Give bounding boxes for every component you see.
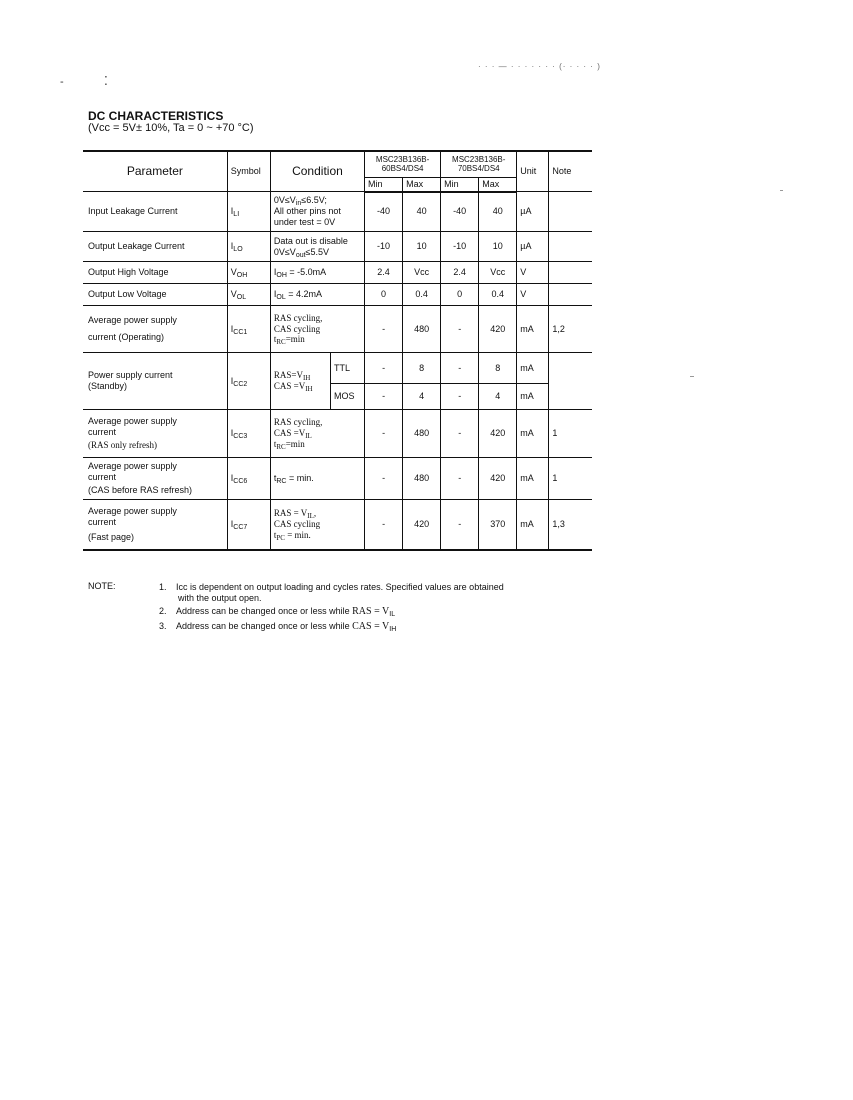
note-3 bbox=[159, 621, 579, 633]
condition-cell: RAS cycling, CAS $=V_{IL}$ $t_{RC}=\min$ bbox=[270, 410, 364, 458]
param-cell: Input Leakage Current bbox=[83, 192, 227, 232]
group-60-line2: 60BS4/DS4 bbox=[381, 164, 424, 174]
group-60-line1: MSC23B136B- bbox=[375, 155, 430, 165]
symbol-cell: $I_{CC1}$ bbox=[227, 306, 270, 353]
unit-cell: µA bbox=[517, 192, 549, 232]
min-cell: 2.4 bbox=[365, 262, 403, 284]
header-min: Min bbox=[365, 177, 403, 192]
group-70-line1: MSC23B136B- bbox=[452, 155, 506, 165]
unit-cell: V bbox=[517, 262, 549, 284]
condition-cell: $RAS=V_{IH}$ CAS $=V_{IH}$ bbox=[270, 353, 330, 410]
max-cell: 0.4 bbox=[479, 284, 517, 306]
note-1-line2: with the output open. bbox=[178, 593, 262, 603]
min-cell: - bbox=[365, 410, 403, 458]
max-cell: 4 bbox=[403, 384, 441, 410]
condition-cell: RAS = $V_{IL}$, CAS cycling $t_{PC} = \min$. bbox=[270, 500, 364, 550]
condition-cell: RAS cycling, CAS cycling $t_{RC}=\min$ bbox=[270, 306, 364, 353]
max-cell: 10 bbox=[403, 232, 441, 262]
condition-cell: $t_{RC} = \min$. bbox=[270, 458, 364, 500]
unit-cell: mA bbox=[517, 500, 549, 550]
min-cell: 0 bbox=[365, 284, 403, 306]
min-cell: -40 bbox=[441, 192, 479, 232]
note-cell bbox=[549, 353, 592, 410]
min-cell: -10 bbox=[441, 232, 479, 262]
max-cell: Vcc bbox=[479, 262, 517, 284]
note-cell bbox=[549, 192, 592, 232]
param-cell: Output Low Voltage bbox=[83, 284, 227, 306]
min-cell: -40 bbox=[365, 192, 403, 232]
header-symbol: Symbol bbox=[227, 151, 270, 192]
min-cell: - bbox=[365, 353, 403, 384]
min-cell: - bbox=[441, 353, 479, 384]
max-cell: 40 bbox=[403, 192, 441, 232]
table-row bbox=[83, 458, 592, 500]
scan-speck bbox=[690, 376, 694, 377]
scan-speck bbox=[780, 190, 783, 191]
min-cell: - bbox=[441, 306, 479, 353]
section-subtitle: (Vcc = 5V± 10%, Ta = 0 ~ +70 °C) bbox=[88, 122, 254, 134]
header-min: Min bbox=[441, 177, 479, 192]
note-cell: 1,2 bbox=[549, 306, 592, 353]
param-cell: Output High Voltage bbox=[83, 262, 227, 284]
mode-mos-cell: MOS bbox=[330, 384, 364, 410]
table-row bbox=[83, 284, 592, 306]
note-2 bbox=[159, 606, 579, 618]
symbol-cell: $V_{OH}$ bbox=[227, 262, 270, 284]
table-row bbox=[83, 500, 592, 550]
mode-ttl-cell: TTL bbox=[330, 353, 364, 384]
symbol-cell: $I_{CC7}$ bbox=[227, 500, 270, 550]
condition-cell: $0V\le V_{in}\le 6.5V$; All other pins not under test = 0V bbox=[270, 192, 364, 232]
param-cell: Power supply current (Standby) bbox=[83, 353, 227, 410]
note-1-number: 1. bbox=[159, 582, 167, 592]
max-cell: 8 bbox=[403, 353, 441, 384]
symbol-cell: $I_{CC6}$ bbox=[227, 458, 270, 500]
unit-cell: µA bbox=[517, 232, 549, 262]
param-cell: Output Leakage Current bbox=[83, 232, 227, 262]
table-row bbox=[83, 262, 592, 284]
max-cell: 480 bbox=[403, 458, 441, 500]
max-cell: 420 bbox=[479, 410, 517, 458]
max-cell: 40 bbox=[479, 192, 517, 232]
header-unit: Unit bbox=[517, 151, 549, 192]
unit-cell: mA bbox=[517, 384, 549, 410]
note-3-text: Address can be changed once or less while CAS = $V_{IH}$ bbox=[176, 621, 397, 633]
min-cell: 0 bbox=[441, 284, 479, 306]
table-row bbox=[83, 353, 592, 384]
unit-cell: V bbox=[517, 284, 549, 306]
min-cell: - bbox=[365, 384, 403, 410]
max-cell: 420 bbox=[479, 458, 517, 500]
max-cell: 8 bbox=[479, 353, 517, 384]
running-header: · · · — · · · · · · · (· · · · · ) bbox=[478, 62, 601, 71]
note-2-number: 2. bbox=[159, 606, 167, 616]
min-cell: - bbox=[441, 410, 479, 458]
max-cell: 0.4 bbox=[403, 284, 441, 306]
header-max: Max bbox=[403, 177, 441, 192]
section-title: DC CHARACTERISTICS bbox=[88, 109, 224, 123]
min-cell: -10 bbox=[365, 232, 403, 262]
header-group-70 bbox=[441, 151, 517, 177]
symbol-cell: $I_{CC3}$ bbox=[227, 410, 270, 458]
condition-cell: Data out is disable $0V\le V_{out}\le 5.5V$ bbox=[270, 232, 364, 262]
unit-cell: mA bbox=[517, 306, 549, 353]
min-cell: - bbox=[365, 458, 403, 500]
min-cell: - bbox=[365, 500, 403, 550]
param-cell: Average power supply current (RAS only refresh) bbox=[83, 410, 227, 458]
margin-dash: - bbox=[60, 76, 64, 88]
max-cell: Vcc bbox=[403, 262, 441, 284]
margin-mark: ⁚ bbox=[104, 74, 108, 88]
header-max: Max bbox=[479, 177, 517, 192]
max-cell: 480 bbox=[403, 410, 441, 458]
condition-cell: $I_{OL} = 4.2mA$ bbox=[270, 284, 364, 306]
min-cell: - bbox=[441, 500, 479, 550]
max-cell: 10 bbox=[479, 232, 517, 262]
param-cell: Average power supply current (Operating) bbox=[83, 306, 227, 353]
min-cell: 2.4 bbox=[441, 262, 479, 284]
note-cell bbox=[549, 262, 592, 284]
dc-characteristics-table bbox=[83, 150, 592, 551]
param-cell: Average power supply current (CAS before RAS refresh) bbox=[83, 458, 227, 500]
unit-cell: mA bbox=[517, 410, 549, 458]
symbol-cell: $V_{OL}$ bbox=[227, 284, 270, 306]
note-cell bbox=[549, 232, 592, 262]
symbol-cell: $I_{LI}$ bbox=[227, 192, 270, 232]
table-row bbox=[83, 306, 592, 353]
max-cell: 4 bbox=[479, 384, 517, 410]
header-note: Note bbox=[549, 151, 592, 192]
note-cell: 1,3 bbox=[549, 500, 592, 550]
unit-cell: mA bbox=[517, 458, 549, 500]
note-1-line1: Icc is dependent on output loading and cycles rates. Specified values are obtained bbox=[176, 582, 504, 592]
table-row bbox=[83, 232, 592, 262]
group-70-line2: 70BS4/DS4 bbox=[457, 164, 500, 174]
note-cell: 1 bbox=[549, 458, 592, 500]
note-cell: 1 bbox=[549, 410, 592, 458]
note-3-number: 3. bbox=[159, 621, 167, 631]
param-cell: Average power supply current (Fast page) bbox=[83, 500, 227, 550]
header-parameter: Parameter bbox=[83, 151, 227, 192]
header-condition: Condition bbox=[270, 151, 364, 192]
table-row bbox=[83, 410, 592, 458]
table-row bbox=[83, 192, 592, 232]
min-cell: - bbox=[365, 306, 403, 353]
note-cell bbox=[549, 284, 592, 306]
min-cell: - bbox=[441, 384, 479, 410]
header-group-60 bbox=[365, 151, 441, 177]
condition-cell: $I_{OH} = -5.0mA$ bbox=[270, 262, 364, 284]
notes-label: NOTE: bbox=[88, 581, 116, 591]
note-1 bbox=[159, 582, 579, 606]
note-2-text: Address can be changed once or less while RAS = $V_{IL}$ bbox=[176, 606, 396, 618]
unit-cell: mA bbox=[517, 353, 549, 384]
symbol-cell: $I_{LO}$ bbox=[227, 232, 270, 262]
max-cell: 370 bbox=[479, 500, 517, 550]
min-cell: - bbox=[441, 458, 479, 500]
max-cell: 480 bbox=[403, 306, 441, 353]
symbol-cell: $I_{CC2}$ bbox=[227, 353, 270, 410]
max-cell: 420 bbox=[403, 500, 441, 550]
max-cell: 420 bbox=[479, 306, 517, 353]
